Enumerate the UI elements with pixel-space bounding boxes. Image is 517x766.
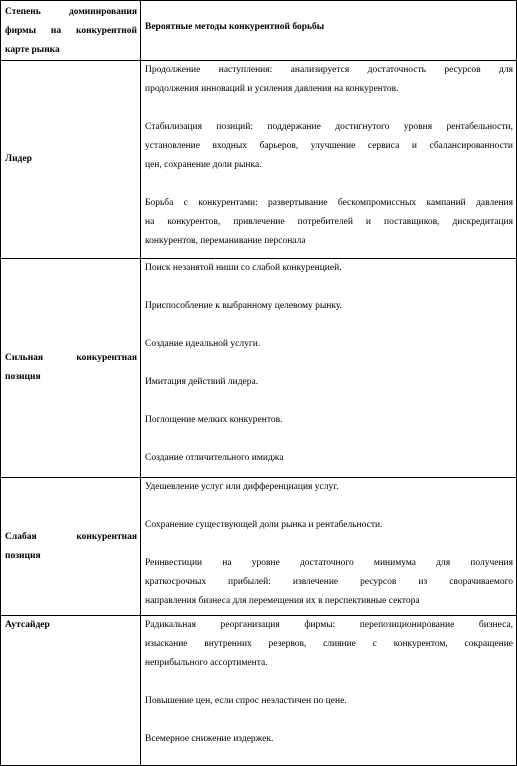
method-paragraph [145,118,513,175]
text-line: конкурентов, переманивание персонала [145,236,306,246]
category-label: Лидер [5,154,32,164]
text-line: цен, сохранение доли рынка. [145,160,262,170]
methods-cell [141,259,517,478]
method-paragraph: Имитация действий лидера. [145,377,259,387]
category-label: Аутсайдер [5,620,50,630]
method-paragraph [145,61,513,99]
method-paragraph [145,194,513,251]
text-line: Стабилизация позиций: поддержание достигнутого уровня рентабельности, [145,122,513,132]
methods-cell [141,616,517,766]
text-line: неприбыльного ассортимента. [145,658,268,668]
category-label: позиция [5,372,41,382]
category-cell [1,478,141,616]
category-label: позиция [5,550,41,561]
category-label: Слабая конкурентная [5,531,137,542]
table-row [1,616,517,766]
method-paragraph: Поиск незанятой ниши со слабой конкуренцией. [145,263,342,273]
text-line: Реинвестиции на уровне достаточного минимума для получения [145,558,513,568]
header-label: Вероятные методы конкурентной борьбы [145,22,325,32]
method-paragraph: Сохранение существующей доли рынка и рентабельности. [145,520,383,530]
header-competition-methods [141,1,517,61]
text-line: изыскание внутренних резервов, слияние с конкурентом, сокращение [145,639,513,649]
method-paragraph: Приспособление к выбранному целевому рынку. [145,301,343,311]
header-row [1,1,517,61]
text-line: направления бизнеса для перемещения их в перспективные сектора [145,596,420,606]
table-row [1,478,517,616]
method-paragraph [145,616,513,673]
text-line: Борьба с конкурентами: развертывание бескомпромиссных кампаний давления [145,198,513,208]
method-paragraph: Поглощение мелких конкурентов. [145,415,283,425]
table-row [1,61,517,259]
method-paragraph: Удешевление услуг или дифференциация услуг. [145,482,339,492]
text-line: продолжения инноваций и усиления давления на конкурентов. [145,84,399,94]
method-paragraph: Повышение цен, если спрос неэластичен по цене. [145,696,347,706]
table-row [1,259,517,478]
category-cell [1,61,141,259]
text-line: установление входных барьеров, улучшение сервиса и сбалансированности [145,141,513,151]
text-line: на конкурентов, привлечение потребителей и поставщиков, дискредитация [145,217,513,227]
text-line: Радикальная реорганизация фирмы: перепозиционирование бизнеса, [145,620,513,630]
method-paragraph: Создание отличительного имиджа [145,453,284,463]
method-paragraph: Всемерное снижение издержек. [145,734,274,744]
methods-cell [141,478,517,616]
category-cell [1,616,141,766]
text-line: краткосрочных прибылей: извлечение ресурсов из сворачиваемого [145,577,513,587]
category-cell [1,259,141,478]
header-line: карте рынка [5,45,60,55]
method-paragraph: Создание идеальной услуги. [145,339,261,349]
methods-cell [141,61,517,259]
text-line: Продолжение наступления: анализируется достаточность ресурсов для [145,65,513,75]
header-line: Степень доминирования [5,7,137,17]
header-line: фирмы на конкурентной [5,26,137,36]
method-paragraph [145,554,513,611]
category-label: Сильная конкурентная [5,353,137,363]
header-dominance-degree [1,1,141,61]
